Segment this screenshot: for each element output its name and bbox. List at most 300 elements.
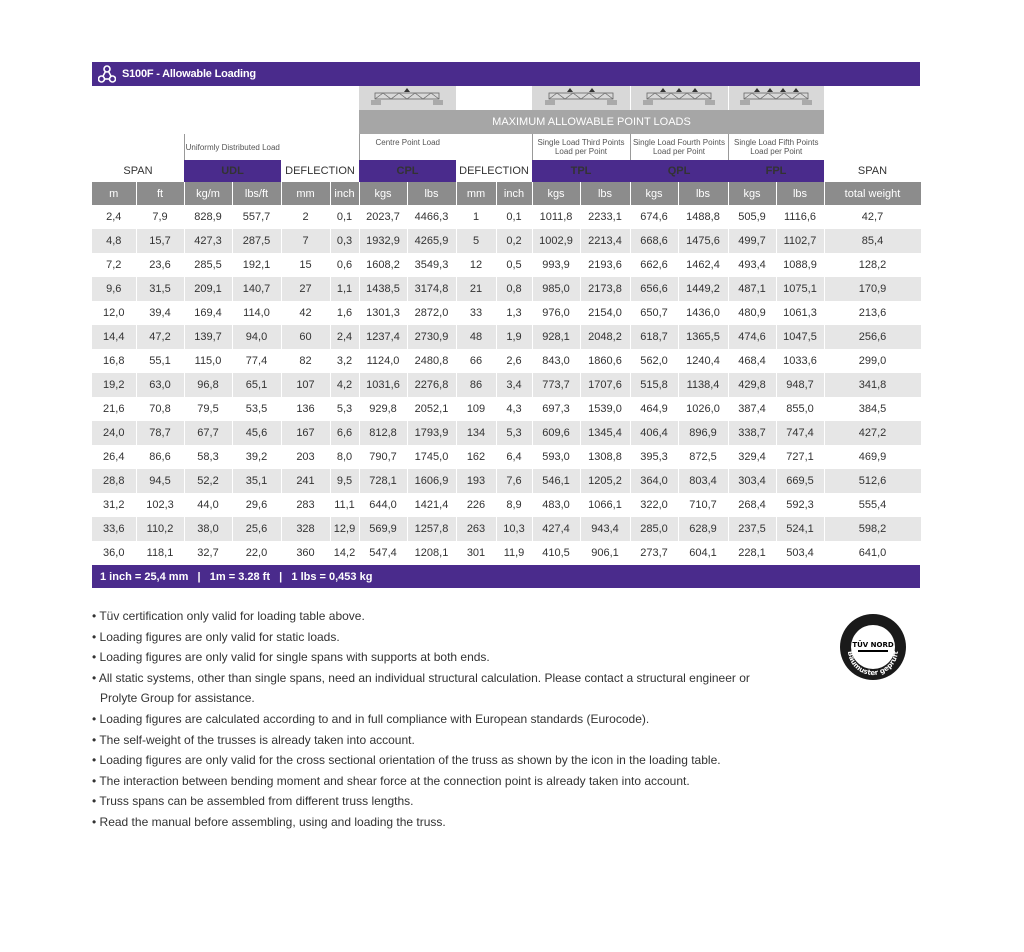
table-row [92, 541, 921, 565]
table-cell: 1345,4 [580, 421, 630, 445]
table-cell: 360 [281, 541, 330, 565]
table-row [92, 253, 921, 277]
table-cell: 52,2 [184, 469, 232, 493]
table-cell: 15,7 [136, 229, 184, 253]
udl-description: Uniformly Distributed Load [184, 134, 281, 160]
table-row [92, 349, 921, 373]
tpl-diagram-icon [535, 87, 627, 107]
table-cell: 10,3 [496, 517, 532, 541]
table-cell: 8,9 [496, 493, 532, 517]
table-cell: 193 [456, 469, 496, 493]
unit-header-cell: lbs [580, 182, 630, 205]
table-cell: 12,0 [92, 301, 136, 325]
table-cell: 192,1 [232, 253, 281, 277]
table-cell: 338,7 [728, 421, 776, 445]
table-cell: 641,0 [824, 541, 921, 565]
table-cell: 139,7 [184, 325, 232, 349]
table-row [92, 205, 921, 229]
table-cell: 16,8 [92, 349, 136, 373]
span-label-2: SPAN [857, 165, 888, 177]
unit-header-cell: inch [330, 182, 359, 205]
table-cell: 2872,0 [407, 301, 456, 325]
tpl-description: Single Load Third Points Load per Point [532, 134, 630, 160]
table-cell: 169,4 [184, 301, 232, 325]
note-item: • Loading figures are only valid for the cross sectional orientation of the truss as shown by the icon in the loading table. [92, 753, 721, 768]
table-cell: 1066,1 [580, 493, 630, 517]
unit-header-cell: ft [136, 182, 184, 205]
table-cell: 31,5 [136, 277, 184, 301]
table-cell: 1061,3 [776, 301, 824, 325]
table-cell: 32,7 [184, 541, 232, 565]
table-cell: 656,6 [630, 277, 678, 301]
table-row [92, 445, 921, 469]
table-cell: 2276,8 [407, 373, 456, 397]
table-cell: 546,1 [532, 469, 580, 493]
table-cell: 226 [456, 493, 496, 517]
table-cell: 604,1 [678, 541, 728, 565]
table-cell: 395,3 [630, 445, 678, 469]
table-row [92, 517, 921, 541]
table-cell: 94,5 [136, 469, 184, 493]
table-cell: 1860,6 [580, 349, 630, 373]
table-cell: 1301,3 [359, 301, 407, 325]
table-cell: 42 [281, 301, 330, 325]
table-cell: 1745,0 [407, 445, 456, 469]
table-cell: 1002,9 [532, 229, 580, 253]
table-cell: 790,7 [359, 445, 407, 469]
table-cell: 668,6 [630, 229, 678, 253]
note-item: • Truss spans can be assembled from different truss lengths. [92, 794, 414, 809]
table-cell: 483,0 [532, 493, 580, 517]
unit-header-cell: kgs [359, 182, 407, 205]
table-cell: 512,6 [824, 469, 921, 493]
note-item: • All static systems, other than single spans, need an individual structural calculation. Please contact a structural engineer or [92, 670, 750, 685]
table-cell: 273,7 [630, 541, 678, 565]
table-cell: 2730,9 [407, 325, 456, 349]
table-cell: 136 [281, 397, 330, 421]
table-cell: 547,4 [359, 541, 407, 565]
table-row [92, 301, 921, 325]
table-cell: 1365,5 [678, 325, 728, 349]
qpl-description: Single Load Fourth Points Load per Point [630, 134, 728, 160]
table-cell: 503,4 [776, 541, 824, 565]
table-cell: 78,7 [136, 421, 184, 445]
table-cell: 4265,9 [407, 229, 456, 253]
table-cell: 1208,1 [407, 541, 456, 565]
table-cell: 598,2 [824, 517, 921, 541]
table-cell: 140,7 [232, 277, 281, 301]
table-cell: 1124,0 [359, 349, 407, 373]
table-cell: 387,4 [728, 397, 776, 421]
table-cell: 773,7 [532, 373, 580, 397]
table-cell: 33,6 [92, 517, 136, 541]
table-cell: 28,8 [92, 469, 136, 493]
table-cell: 15 [281, 253, 330, 277]
table-cell: 1116,6 [776, 205, 824, 229]
table-cell: 107 [281, 373, 330, 397]
table-cell: 12,9 [330, 517, 359, 541]
table-cell: 1438,5 [359, 277, 407, 301]
table-cell: 2193,6 [580, 253, 630, 277]
table-cell: 77,4 [232, 349, 281, 373]
qpl-truss-icon [630, 86, 728, 110]
table-cell: 1449,2 [678, 277, 728, 301]
note-item: • Read the manual before assembling, using and loading the truss. [92, 814, 446, 829]
table-cell: 429,8 [728, 373, 776, 397]
table-cell: 283 [281, 493, 330, 517]
table-cell: 63,0 [136, 373, 184, 397]
table-cell: 94,0 [232, 325, 281, 349]
table-cell: 328 [281, 517, 330, 541]
udl-label: UDL [184, 160, 281, 182]
table-cell: 593,0 [532, 445, 580, 469]
cpl-label: CPL [359, 160, 456, 182]
table-cell: 929,8 [359, 397, 407, 421]
unit-header-cell: kgs [532, 182, 580, 205]
table-cell: 303,4 [728, 469, 776, 493]
fpl-diagram-icon [730, 87, 822, 107]
table-cell: 24,0 [92, 421, 136, 445]
table-cell: 285,5 [184, 253, 232, 277]
table-cell: 1011,8 [532, 205, 580, 229]
table-cell: 1033,6 [776, 349, 824, 373]
tuv-nord-seal-icon [838, 612, 908, 682]
deflection-label-2: DEFLECTION [459, 165, 529, 177]
table-cell: 48 [456, 325, 496, 349]
table-cell: 25,6 [232, 517, 281, 541]
table-cell: 7,9 [136, 205, 184, 229]
table-cell: 609,6 [532, 421, 580, 445]
table-cell: 65,1 [232, 373, 281, 397]
table-cell: 3,2 [330, 349, 359, 373]
cpl-truss-icon [359, 86, 456, 110]
seal-top-text: TÜV NORD [852, 641, 894, 649]
table-cell: 27 [281, 277, 330, 301]
units-header-row [92, 182, 921, 205]
table-cell: 1462,4 [678, 253, 728, 277]
table-cell: 943,4 [580, 517, 630, 541]
table-cell: 85,4 [824, 229, 921, 253]
table-cell: 644,0 [359, 493, 407, 517]
table-body [92, 205, 921, 565]
table-cell: 1257,8 [407, 517, 456, 541]
table-cell: 410,5 [532, 541, 580, 565]
unit-header-cell: kgs [630, 182, 678, 205]
table-cell: 2 [281, 205, 330, 229]
table-cell: 592,3 [776, 493, 824, 517]
table-cell: 60 [281, 325, 330, 349]
table-cell: 241 [281, 469, 330, 493]
unit-header-cell: mm [456, 182, 496, 205]
table-cell: 1088,9 [776, 253, 824, 277]
table-cell: 96,8 [184, 373, 232, 397]
table-row [92, 229, 921, 253]
table-cell: 341,8 [824, 373, 921, 397]
table-cell: 2,4 [330, 325, 359, 349]
unit-header-cell: lbs/ft [232, 182, 281, 205]
table-cell: 322,0 [630, 493, 678, 517]
table-cell: 2213,4 [580, 229, 630, 253]
table-cell: 1075,1 [776, 277, 824, 301]
table-cell: 102,3 [136, 493, 184, 517]
table-cell: 0,5 [496, 253, 532, 277]
table-cell: 493,4 [728, 253, 776, 277]
qpl-label: QPL [630, 160, 728, 182]
table-row [92, 469, 921, 493]
span-label: SPAN [123, 165, 153, 177]
table-cell: 301 [456, 541, 496, 565]
table-cell: 14,4 [92, 325, 136, 349]
table-cell: 896,9 [678, 421, 728, 445]
table-cell: 33 [456, 301, 496, 325]
note-item: • Loading figures are calculated according to and in full compliance with European standards (Eurocode). [92, 711, 650, 726]
table-cell: 697,3 [532, 397, 580, 421]
table-cell: 828,9 [184, 205, 232, 229]
table-cell: 515,8 [630, 373, 678, 397]
table-cell: 948,7 [776, 373, 824, 397]
fpl-truss-icon [728, 86, 824, 110]
table-cell: 669,5 [776, 469, 824, 493]
table-cell: 3549,3 [407, 253, 456, 277]
unit-header-cell: total weight [824, 182, 921, 205]
table-cell: 1539,0 [580, 397, 630, 421]
unit-header-cell: m [92, 182, 136, 205]
max-point-loads-header: MAXIMUM ALLOWABLE POINT LOADS [359, 110, 824, 134]
table-cell: 67,7 [184, 421, 232, 445]
table-cell: 993,9 [532, 253, 580, 277]
table-cell: 1,9 [496, 325, 532, 349]
table-cell: 7,6 [496, 469, 532, 493]
table-cell: 985,0 [532, 277, 580, 301]
table-cell: 427,3 [184, 229, 232, 253]
loading-table-panel [92, 62, 920, 588]
table-cell: 39,4 [136, 301, 184, 325]
table-cell: 628,9 [678, 517, 728, 541]
table-cell: 47,2 [136, 325, 184, 349]
table-cell: 6,6 [330, 421, 359, 445]
table-cell: 6,4 [496, 445, 532, 469]
table-cell: 55,1 [136, 349, 184, 373]
table-cell: 812,8 [359, 421, 407, 445]
table-cell: 110,2 [136, 517, 184, 541]
unit-header-cell: kgs [728, 182, 776, 205]
note-item: • The self-weight of the trusses is already taken into account. [92, 732, 415, 747]
table-cell: 674,6 [630, 205, 678, 229]
table-cell: 109 [456, 397, 496, 421]
table-cell: 1047,5 [776, 325, 824, 349]
table-cell: 3174,8 [407, 277, 456, 301]
table-cell: 3,4 [496, 373, 532, 397]
table-cell: 86,6 [136, 445, 184, 469]
table-cell: 21,6 [92, 397, 136, 421]
table-cell: 487,1 [728, 277, 776, 301]
note-item: • Loading figures are only valid for single spans with supports at both ends. [92, 650, 490, 665]
table-cell: 474,6 [728, 325, 776, 349]
table-cell: 82 [281, 349, 330, 373]
table-cell: 2,4 [92, 205, 136, 229]
notes-list [92, 606, 792, 833]
table-cell: 79,5 [184, 397, 232, 421]
table-cell: 5,3 [496, 421, 532, 445]
table-cell: 524,1 [776, 517, 824, 541]
table-cell: 4,8 [92, 229, 136, 253]
table-cell: 1308,8 [580, 445, 630, 469]
table-cell: 263 [456, 517, 496, 541]
table-cell: 1,3 [496, 301, 532, 325]
table-cell: 45,6 [232, 421, 281, 445]
note-item: Prolyte Group for assistance. [100, 691, 255, 706]
table-row [92, 397, 921, 421]
table-cell: 299,0 [824, 349, 921, 373]
table-cell: 1,1 [330, 277, 359, 301]
table-cell: 710,7 [678, 493, 728, 517]
table-cell: 237,5 [728, 517, 776, 541]
table-title: S100F - Allowable Loading [122, 68, 256, 80]
tpl-label: TPL [532, 160, 630, 182]
cpl-description: Centre Point Load [359, 134, 456, 160]
table-cell: 287,5 [232, 229, 281, 253]
table-cell: 9,6 [92, 277, 136, 301]
fpl-label: FPL [728, 160, 824, 182]
table-cell: 0,1 [496, 205, 532, 229]
unit-header-cell: lbs [407, 182, 456, 205]
table-cell: 1237,4 [359, 325, 407, 349]
table-row [92, 493, 921, 517]
table-cell: 618,7 [630, 325, 678, 349]
table-cell: 1932,9 [359, 229, 407, 253]
table-cell: 44,0 [184, 493, 232, 517]
table-cell: 162 [456, 445, 496, 469]
table-cell: 285,0 [630, 517, 678, 541]
note-item: • The interaction between bending moment and shear force at the connection point is already taken into account. [92, 773, 690, 788]
table-cell: 2154,0 [580, 301, 630, 325]
seal-bottom-text: Baumuster geprüft [845, 650, 901, 678]
table-cell: 70,8 [136, 397, 184, 421]
unit-header-cell: mm [281, 182, 330, 205]
fpl-description: Single Load Fifth Points Load per Point [728, 134, 824, 160]
table-cell: 170,9 [824, 277, 921, 301]
table-cell: 1026,0 [678, 397, 728, 421]
note-item: • Loading figures are only valid for static loads. [92, 629, 340, 644]
table-cell: 855,0 [776, 397, 824, 421]
table-cell: 1102,7 [776, 229, 824, 253]
table-cell: 35,1 [232, 469, 281, 493]
table-cell: 5,3 [330, 397, 359, 421]
table-cell: 427,4 [532, 517, 580, 541]
table-cell: 213,6 [824, 301, 921, 325]
table-cell: 747,4 [776, 421, 824, 445]
tuv-seal [838, 612, 908, 682]
table-cell: 976,0 [532, 301, 580, 325]
table-cell: 66 [456, 349, 496, 373]
table-cell: 662,6 [630, 253, 678, 277]
table-cell: 4,2 [330, 373, 359, 397]
table-cell: 1606,9 [407, 469, 456, 493]
table-cell: 2048,2 [580, 325, 630, 349]
table-cell: 1138,4 [678, 373, 728, 397]
table-cell: 19,2 [92, 373, 136, 397]
table-cell: 469,9 [824, 445, 921, 469]
table-cell: 5 [456, 229, 496, 253]
table-row [92, 277, 921, 301]
table-cell: 1436,0 [678, 301, 728, 325]
table-cell: 7,2 [92, 253, 136, 277]
table-cell: 1421,4 [407, 493, 456, 517]
table-cell: 427,2 [824, 421, 921, 445]
table-cell: 167 [281, 421, 330, 445]
table-cell: 1031,6 [359, 373, 407, 397]
table-cell: 9,5 [330, 469, 359, 493]
table-cell: 2,6 [496, 349, 532, 373]
table-row [92, 421, 921, 445]
table-cell: 329,4 [728, 445, 776, 469]
table-cell: 1205,2 [580, 469, 630, 493]
table-cell: 728,1 [359, 469, 407, 493]
table-cell: 134 [456, 421, 496, 445]
table-cell: 1793,9 [407, 421, 456, 445]
table-cell: 203 [281, 445, 330, 469]
table-cell: 11,1 [330, 493, 359, 517]
table-cell: 39,2 [232, 445, 281, 469]
table-cell: 26,4 [92, 445, 136, 469]
table-cell: 58,3 [184, 445, 232, 469]
table-cell: 14,2 [330, 541, 359, 565]
table-cell: 8,0 [330, 445, 359, 469]
table-cell: 468,4 [728, 349, 776, 373]
table-cell: 555,4 [824, 493, 921, 517]
table-cell: 364,0 [630, 469, 678, 493]
table-cell: 0,6 [330, 253, 359, 277]
table-cell: 29,6 [232, 493, 281, 517]
table-cell: 505,9 [728, 205, 776, 229]
table-cell: 0,8 [496, 277, 532, 301]
table-cell: 803,4 [678, 469, 728, 493]
table-cell: 256,6 [824, 325, 921, 349]
table-cell: 569,9 [359, 517, 407, 541]
table-cell: 268,4 [728, 493, 776, 517]
table-cell: 650,7 [630, 301, 678, 325]
table-row [92, 373, 921, 397]
table-cell: 906,1 [580, 541, 630, 565]
tpl-truss-icon [532, 86, 630, 110]
table-cell: 2052,1 [407, 397, 456, 421]
table-cell: 2480,8 [407, 349, 456, 373]
table-cell: 128,2 [824, 253, 921, 277]
table-cell: 727,1 [776, 445, 824, 469]
unit-header-cell: lbs [776, 182, 824, 205]
table-cell: 209,1 [184, 277, 232, 301]
unit-header-cell: lbs [678, 182, 728, 205]
table-cell: 928,1 [532, 325, 580, 349]
table-cell: 1488,8 [678, 205, 728, 229]
unit-header-cell: kg/m [184, 182, 232, 205]
table-cell: 115,0 [184, 349, 232, 373]
table-cell: 2023,7 [359, 205, 407, 229]
table-cell: 1707,6 [580, 373, 630, 397]
title-bar [92, 62, 920, 86]
table-cell: 86 [456, 373, 496, 397]
table-cell: 12 [456, 253, 496, 277]
table-cell: 499,7 [728, 229, 776, 253]
table-cell: 11,9 [496, 541, 532, 565]
table-cell: 53,5 [232, 397, 281, 421]
loading-table [92, 86, 922, 565]
table-cell: 36,0 [92, 541, 136, 565]
table-cell: 228,1 [728, 541, 776, 565]
table-cell: 31,2 [92, 493, 136, 517]
table-cell: 7 [281, 229, 330, 253]
table-cell: 562,0 [630, 349, 678, 373]
